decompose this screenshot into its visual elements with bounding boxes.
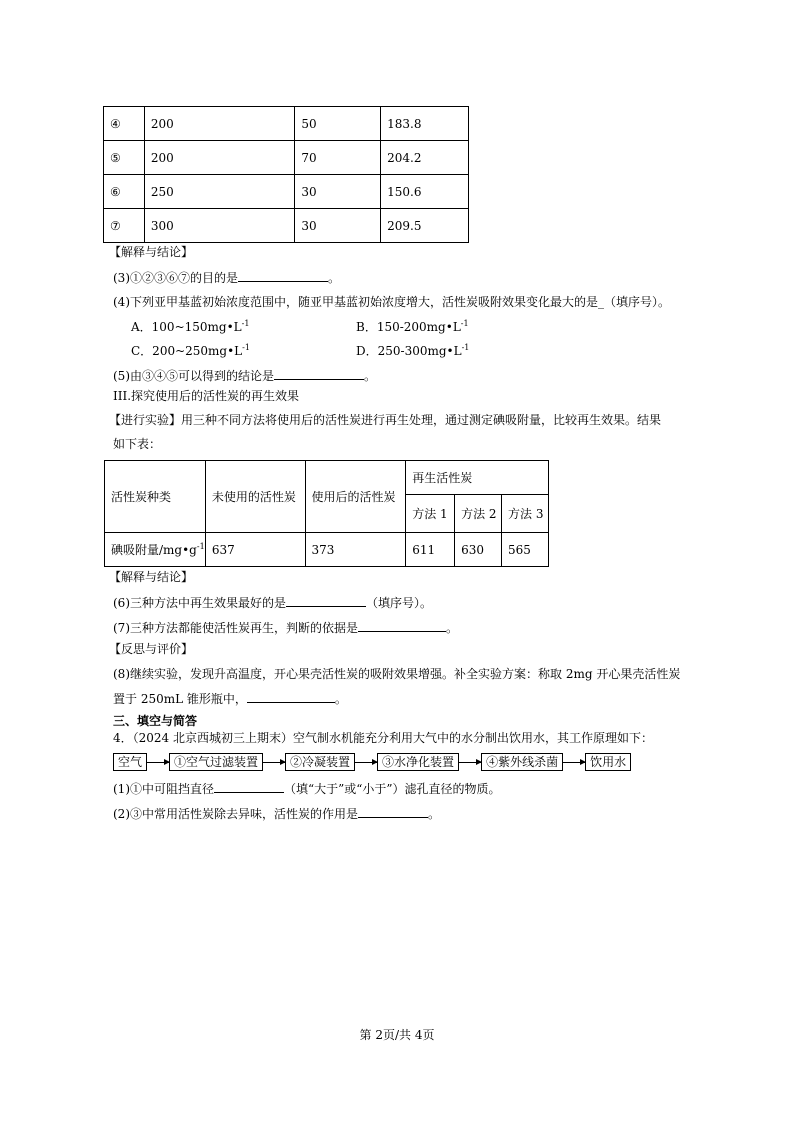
option-b [356, 319, 469, 335]
option-d [356, 343, 469, 359]
table-row [104, 141, 469, 175]
question-text: (1)①中可阻挡直径 [113, 782, 214, 796]
option-label: B．150-200mg•L [356, 320, 461, 334]
section-heading: 【解释与结论】 [109, 245, 194, 259]
option-c [131, 343, 250, 359]
unit-exponent: -1 [461, 343, 470, 352]
question-5 [113, 367, 376, 384]
answer-blank[interactable] [358, 805, 428, 818]
unit-exponent: -1 [241, 319, 250, 328]
table-cell: 30 [295, 209, 381, 243]
question-4: (4)下列亚甲基蓝初始浓度范围中，随亚甲基蓝初始浓度增大，活性炭吸附效果变化最大的是_（填序号）。 [113, 295, 671, 309]
table-cell: 183.8 [381, 107, 469, 141]
question-text: (2)③中常用活性炭除去异味，活性炭的作用是 [113, 807, 358, 821]
unit-exponent: -1 [460, 319, 469, 328]
table-row [104, 107, 469, 141]
table-cell: 209.5 [381, 209, 469, 243]
flow-step: 饮用水 [585, 753, 631, 771]
arrow-right-icon [147, 762, 169, 763]
section-heading: 【反思与评价】 [109, 642, 194, 656]
table-cell: 637 [205, 533, 305, 567]
experiment-line-1: 【进行实验】用三种不同方法将使用后的活性炭进行再生处理，通过测定碘吸附量，比较再生效果。结果 [109, 413, 662, 427]
question-3 [113, 269, 340, 286]
table-cell: ⑦ [104, 209, 145, 243]
table-row [105, 533, 549, 567]
question-4-main: 4．（2024 北京西城初三上期末）空气制水机能充分利用大气中的水分制出饮用水，其工作原理如下： [113, 731, 653, 745]
question-end: 。 [428, 807, 441, 821]
answer-blank[interactable] [247, 690, 335, 703]
table-cell: 630 [455, 533, 502, 567]
question-end: 。 [334, 692, 347, 706]
table-cell: 250 [144, 175, 295, 209]
question-8-line-2 [113, 690, 347, 707]
answer-blank[interactable] [274, 367, 364, 380]
table-row [105, 461, 549, 495]
table-cell: 50 [295, 107, 381, 141]
table-row [104, 175, 469, 209]
flow-step: ③水净化装置 [377, 753, 459, 771]
option-label: D．250-300mg•L [356, 344, 462, 358]
question-text: (6)三种方法中再生效果最好的是 [113, 596, 286, 610]
table-cell: 204.2 [381, 141, 469, 175]
table-cell: 565 [502, 533, 549, 567]
sub-question-2 [113, 805, 440, 822]
question-text: (3)①②③⑥⑦的目的是 [113, 271, 238, 285]
row-label: 碘吸附量/mg•g [111, 543, 197, 557]
option-label: C．200~250mg•L [131, 344, 243, 358]
table-row [104, 209, 469, 243]
section-iii-title: III.探究使用后的活性炭的再生效果 [113, 389, 300, 403]
flow-step: ②冷凝装置 [285, 753, 355, 771]
question-end: （填序号）。 [366, 596, 433, 610]
unit-exponent: -1 [196, 542, 205, 551]
experiment-line-2: 如下表： [113, 437, 162, 451]
question-text: (5)由③④⑤可以得到的结论是 [113, 369, 274, 383]
section-heading: 【解释与结论】 [109, 570, 194, 584]
unit-exponent: -1 [242, 343, 250, 352]
arrow-right-icon [459, 762, 481, 763]
concentration-table [103, 106, 469, 243]
question-end: 。 [364, 369, 377, 383]
option-label: A．100~150mg•L [131, 320, 242, 334]
question-6 [113, 594, 432, 611]
table-cell: 200 [144, 141, 295, 175]
page-footer: 第 2页/共 4页 [359, 1028, 435, 1042]
answer-blank[interactable] [214, 780, 284, 793]
arrow-right-icon [355, 762, 377, 763]
answer-blank[interactable] [286, 594, 366, 607]
table-cell: ④ [104, 107, 145, 141]
arrow-right-icon [263, 762, 285, 763]
table-cell: 70 [295, 141, 381, 175]
header-cell: 使用后的活性炭 [305, 461, 406, 533]
table-cell: 200 [144, 107, 295, 141]
table-cell: ⑥ [104, 175, 145, 209]
question-text: 置于 250mL 锥形瓶中， [113, 692, 247, 706]
header-cell: 方法 3 [502, 495, 549, 533]
table-cell: 150.6 [381, 175, 469, 209]
question-8-line-1: (8)继续实验，发现升高温度，开心果壳活性炭的吸附效果增强。补全实验方案：称取 2mg 开心果壳活性炭 [113, 667, 681, 681]
table-cell: ⑤ [104, 141, 145, 175]
option-a [131, 319, 249, 335]
process-flow [113, 753, 631, 771]
question-end: 。 [328, 271, 341, 285]
answer-blank[interactable] [358, 619, 446, 632]
header-cell: 未使用的活性炭 [205, 461, 305, 533]
table-cell: 300 [144, 209, 295, 243]
flow-step: ①空气过滤装置 [169, 753, 263, 771]
flow-step: ④紫外线杀菌 [481, 753, 563, 771]
question-7 [113, 619, 458, 636]
header-cell: 方法 1 [406, 495, 455, 533]
table-cell: 30 [295, 175, 381, 209]
question-end: （填“大于”或“小于”）滤孔直径的物质。 [284, 782, 501, 796]
regeneration-table [104, 460, 549, 567]
header-cell: 再生活性炭 [406, 461, 549, 495]
table-cell: 611 [406, 533, 455, 567]
table-cell: 373 [305, 533, 406, 567]
sub-question-1 [113, 780, 501, 797]
section-three-title: 三、填空与简答 [113, 714, 198, 728]
question-text: (7)三种方法都能使活性炭再生，判断的依据是 [113, 621, 358, 635]
question-end: 。 [446, 621, 459, 635]
arrow-right-icon [563, 762, 585, 763]
flow-step: 空气 [113, 753, 147, 771]
answer-blank[interactable] [238, 269, 328, 282]
row-label-cell [105, 533, 206, 567]
header-cell: 方法 2 [455, 495, 502, 533]
header-cell: 活性炭种类 [105, 461, 206, 533]
